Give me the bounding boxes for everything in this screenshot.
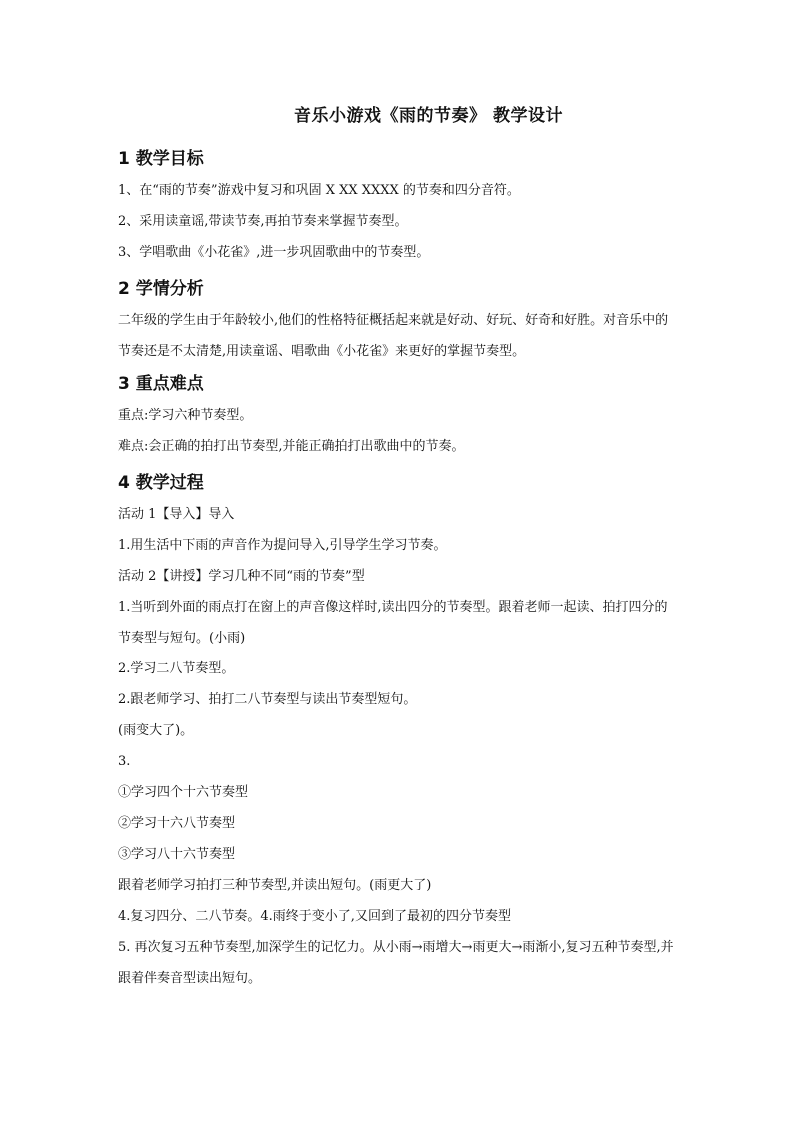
process-line: 活动 2【讲授】学习几种不同“雨的节奏”型: [118, 569, 365, 584]
document-title: 音乐小游戏《雨的节奏》 教学设计: [294, 106, 563, 126]
process-line: 3.: [118, 754, 131, 769]
section-heading-objectives: 1 教学目标: [118, 149, 204, 169]
process-line: 2.学习二八节奏型。: [118, 661, 235, 676]
process-line: 4.复习四分、二八节奏。4.雨终于变小了,又回到了最初的四分节奏型: [118, 909, 511, 924]
key-point-item: 重点:学习六种节奏型。: [118, 408, 253, 423]
process-line: ②学习十六八节奏型: [118, 816, 236, 831]
difficulty-item: 难点:会正确的拍打出节奏型,并能正确拍打出歌曲中的节奏。: [118, 439, 465, 454]
analysis-paragraph: 二年级的学生由于年龄较小,他们的性格特征概括起来就是好动、好玩、好奇和好胜。对音乐中的节奏还是不太清楚,用读童谣、唱歌曲《小花雀》来更好的掌握节奏型。: [118, 313, 669, 359]
process-line: 1.当听到外面的雨点打在窗上的声音像这样时,读出四分的节奏型。跟着老师一起读、拍打四分的节奏型与短句。(小雨): [118, 600, 668, 646]
objective-item: 2、采用读童谣,带读节奏,再拍节奏来掌握节奏型。: [118, 214, 408, 229]
process-line: 5. 再次复习五种节奏型,加深学生的记忆力。从小雨→雨增大→雨更大→雨渐小,复习五种节奏型,并跟着伴奏音型读出短句。: [118, 940, 674, 986]
section-heading-analysis: 2 学情分析: [118, 279, 204, 299]
process-line: ①学习四个十六节奏型: [118, 785, 249, 800]
objective-item: 1、在“雨的节奏”游戏中复习和巩固 X XX XXXX 的节奏和四分音符。: [118, 183, 520, 198]
section-heading-process: 4 教学过程: [118, 473, 204, 493]
section-heading-key-points: 3 重点难点: [118, 374, 204, 394]
process-line: 跟着老师学习拍打三种节奏型,并读出短句。(雨更大了): [118, 878, 432, 893]
objective-item: 3、学唱歌曲《小花雀》,进一步巩固歌曲中的节奏型。: [118, 245, 430, 260]
process-line: 1.用生活中下雨的声音作为提问导入,引导学生学习节奏。: [118, 538, 447, 553]
process-line: 2.跟老师学习、拍打二八节奏型与读出节奏型短句。: [118, 692, 417, 707]
process-line: ③学习八十六节奏型: [118, 847, 236, 862]
process-line: (雨变大了)。: [118, 723, 194, 738]
process-line: 活动 1【导入】导入: [118, 507, 235, 522]
